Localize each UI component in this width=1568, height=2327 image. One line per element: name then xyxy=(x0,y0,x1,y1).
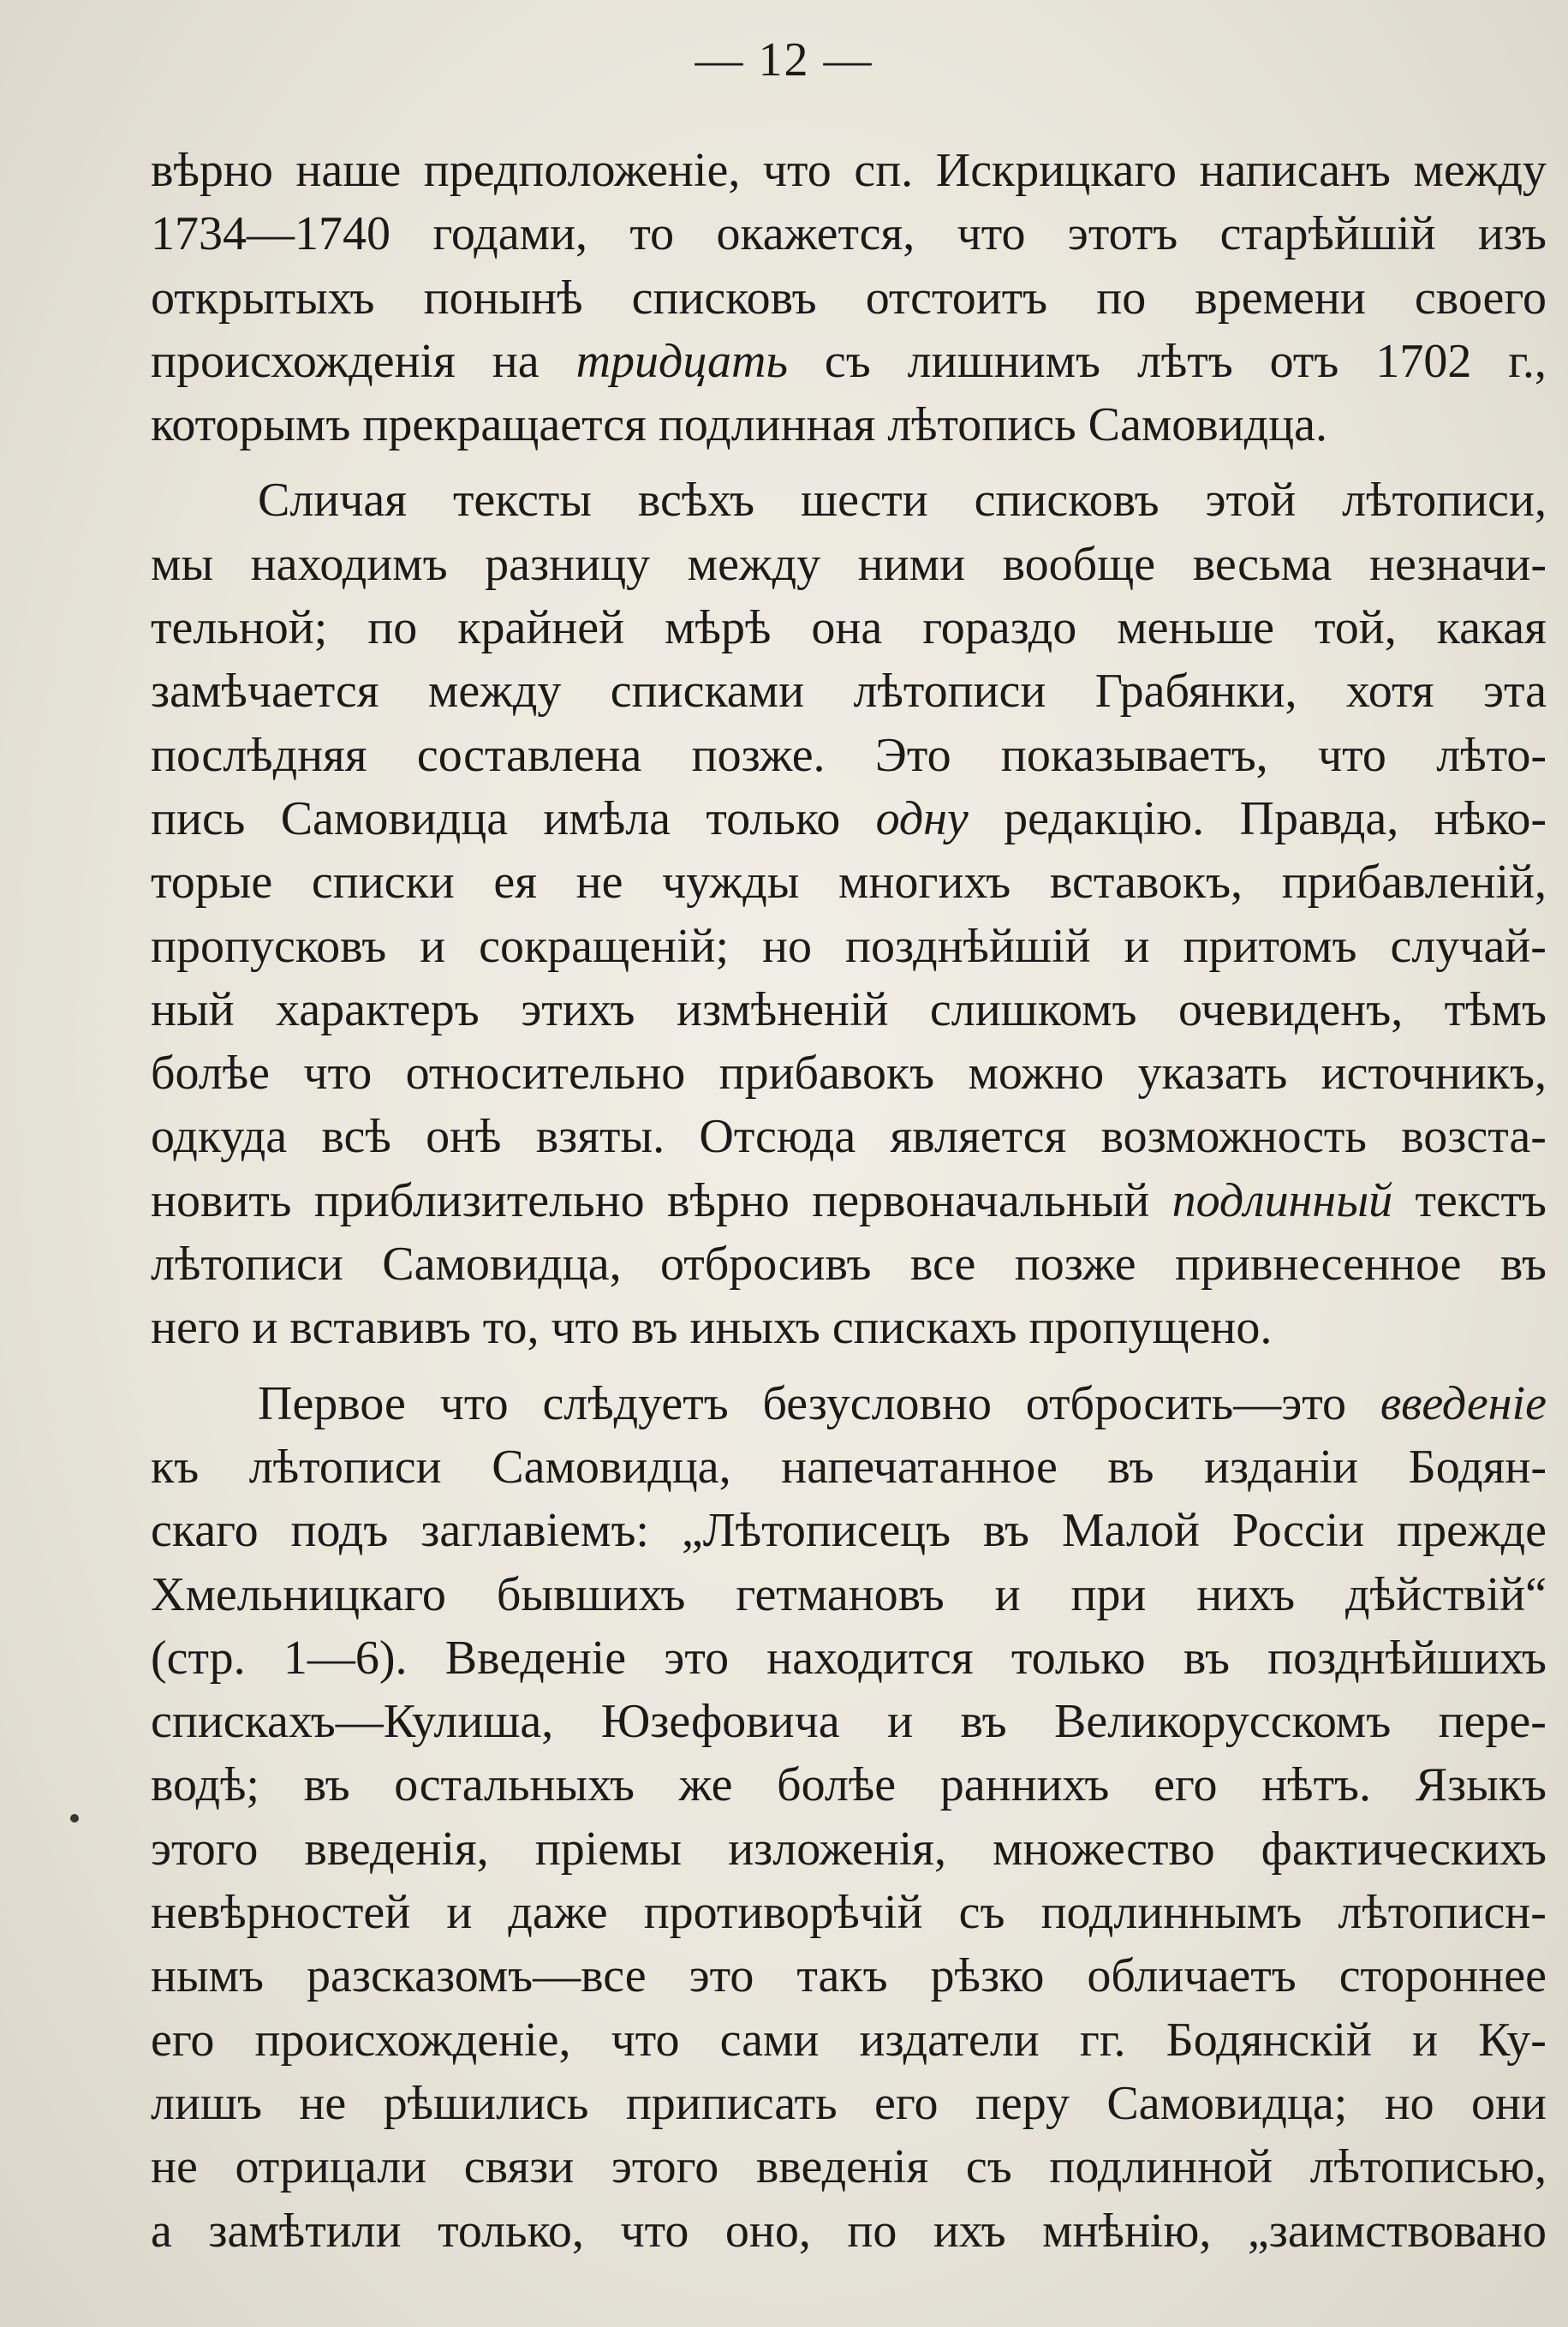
word: бывшихъ xyxy=(496,1567,686,1621)
word: между xyxy=(427,665,562,719)
word: измѣненій xyxy=(676,982,889,1036)
word: окажется, xyxy=(716,207,915,261)
word: и xyxy=(420,919,446,973)
word: Малой xyxy=(1061,1504,1200,1558)
word: подъ xyxy=(290,1504,389,1558)
word: 1734—1740 xyxy=(151,207,391,261)
word: иныхъ xyxy=(689,1301,820,1355)
word: послѣдняя xyxy=(151,728,367,782)
word: пере- xyxy=(1438,1695,1547,1749)
paragraph xyxy=(151,468,1547,1359)
word: весьма xyxy=(1192,537,1333,591)
word: имѣла xyxy=(543,791,671,845)
word: наше xyxy=(295,144,402,197)
word: множество xyxy=(992,1822,1215,1876)
word: введеніе xyxy=(1380,1376,1547,1430)
word: изъ xyxy=(1477,207,1547,261)
word: съ xyxy=(958,1886,1005,1940)
word: лишъ xyxy=(151,2076,262,2130)
word: „Лѣтописецъ xyxy=(681,1504,951,1558)
word: болѣе xyxy=(777,1758,897,1812)
word: разсказомъ—все xyxy=(306,1949,647,2003)
text-line xyxy=(151,850,1547,914)
word: нихъ xyxy=(1196,1567,1296,1621)
word: вѣрно xyxy=(151,144,273,197)
word: мы xyxy=(151,537,214,591)
word: одну xyxy=(875,791,969,845)
text-line xyxy=(151,1435,1547,1499)
word: одкуда xyxy=(151,1110,288,1164)
word: чужды xyxy=(662,856,800,910)
word: тельной; xyxy=(151,601,328,655)
word: тексты xyxy=(452,474,593,528)
word: то xyxy=(629,207,675,261)
word: лѣтописью, xyxy=(1309,2140,1547,2194)
word: онѣ xyxy=(426,1110,502,1164)
word: времени xyxy=(1195,271,1366,325)
word: не xyxy=(299,2076,347,2130)
text-line xyxy=(151,1881,1547,1944)
word: введенія, xyxy=(304,1822,489,1876)
word: Языкъ xyxy=(1415,1758,1547,1812)
word: ихъ xyxy=(933,2204,1006,2258)
word: а xyxy=(151,2204,172,2258)
text-line xyxy=(151,787,1547,850)
word: напечатанное xyxy=(781,1440,1058,1494)
word: противорѣчій xyxy=(643,1886,923,1940)
word: обличаетъ xyxy=(1087,1949,1297,2003)
word: болѣе xyxy=(151,1047,270,1101)
word: списки xyxy=(311,856,455,910)
word: замѣчается xyxy=(151,665,379,719)
word: Это xyxy=(874,728,951,782)
word: и xyxy=(994,1567,1021,1621)
word: перу xyxy=(975,2076,1070,2130)
word: можно xyxy=(968,1047,1105,1101)
word: подлинной xyxy=(1049,2140,1273,2194)
word: его xyxy=(1154,1758,1218,1812)
word: лѣтописн- xyxy=(1338,1886,1547,1940)
word: что xyxy=(1318,728,1386,782)
word: въ xyxy=(303,1758,350,1812)
word: но xyxy=(762,919,813,973)
word: на xyxy=(492,334,540,388)
word: разницу xyxy=(485,537,651,591)
word: списковъ xyxy=(631,271,817,325)
word: она xyxy=(811,601,883,655)
word: Бодянскій xyxy=(1166,2013,1372,2067)
word: Самовидца xyxy=(280,791,509,845)
word: возможность xyxy=(1100,1110,1367,1164)
word: Первое xyxy=(258,1376,406,1430)
word: фактическихъ xyxy=(1261,1822,1547,1876)
word: тридцать xyxy=(575,334,788,388)
word: оно, xyxy=(724,2204,811,2258)
word: что xyxy=(551,1301,620,1355)
word: крайней xyxy=(457,601,625,655)
word: приписать xyxy=(625,2076,838,2130)
word: пись xyxy=(151,791,246,845)
word: и xyxy=(252,1301,278,1355)
word: они xyxy=(1471,2076,1547,2130)
word: что xyxy=(439,1376,509,1430)
word: только, xyxy=(438,2204,584,2258)
word: позднѣйшихъ xyxy=(1267,1631,1547,1685)
text-line xyxy=(151,2135,1547,2199)
word: хотя xyxy=(1345,665,1434,719)
word: не xyxy=(151,2140,198,2194)
text-line xyxy=(151,596,1547,659)
word: Самовидца, xyxy=(492,1440,731,1494)
word: ный xyxy=(151,982,235,1036)
word: лѣтописи, xyxy=(1342,474,1547,528)
word: вставокъ, xyxy=(1049,856,1243,910)
word: позже xyxy=(1014,1238,1136,1292)
word: лѣтописи xyxy=(248,1440,442,1494)
word: вѣрно xyxy=(667,1173,790,1227)
word: это xyxy=(689,1949,754,2003)
word: и xyxy=(887,1695,914,1749)
word: нымъ xyxy=(151,1949,264,2003)
word: очевиденъ, xyxy=(1177,982,1404,1036)
word: лѣтъ xyxy=(1136,334,1233,388)
word: составлена xyxy=(416,728,642,782)
word: Великорусскомъ xyxy=(1054,1695,1392,1749)
word: его xyxy=(874,2076,939,2130)
word: списковъ xyxy=(974,474,1160,528)
word: изложенія, xyxy=(728,1822,946,1876)
word: своего xyxy=(1414,271,1547,325)
word: съ xyxy=(824,334,871,388)
word: Россіи xyxy=(1231,1504,1365,1558)
word: въ xyxy=(1107,1440,1154,1494)
word: какая xyxy=(1436,601,1547,655)
word: и xyxy=(1412,2013,1439,2067)
text-line xyxy=(151,393,1547,456)
word: редакцію. xyxy=(1004,791,1205,845)
word: Юзефовича xyxy=(600,1695,840,1749)
paragraph xyxy=(151,139,1547,456)
word: что xyxy=(620,2204,689,2258)
word: позднѣйшій xyxy=(845,919,1091,973)
word: слѣдуетъ xyxy=(542,1376,729,1430)
word: сокращеній; xyxy=(479,919,730,973)
word: невѣрностей xyxy=(151,1886,411,1940)
word: происхожденія xyxy=(151,334,456,388)
word: пропущено. xyxy=(1028,1301,1273,1355)
word: и xyxy=(1124,919,1150,973)
word: взяты. xyxy=(535,1110,665,1164)
word: тѣмъ xyxy=(1444,982,1547,1036)
word: прежде xyxy=(1397,1504,1547,1558)
word: этого xyxy=(611,2140,719,2194)
ink-speck xyxy=(70,1814,79,1823)
word: съ xyxy=(965,2140,1012,2194)
word: отбросивъ xyxy=(660,1238,872,1292)
word: прекращается xyxy=(362,398,647,452)
word: отбросить—это xyxy=(1025,1376,1346,1430)
word: лѣто- xyxy=(1436,728,1547,782)
text-line xyxy=(151,202,1547,266)
word: Бодян- xyxy=(1408,1440,1547,1494)
text-line xyxy=(151,330,1547,393)
word: гетмановъ xyxy=(736,1567,945,1621)
word: открытыхъ xyxy=(151,271,375,325)
word: остальныхъ xyxy=(394,1758,635,1812)
text-line xyxy=(151,1105,1547,1168)
text-line xyxy=(151,533,1547,596)
word: 1702 xyxy=(1375,334,1472,388)
text-line xyxy=(151,1626,1547,1690)
word: мѣрѣ xyxy=(665,601,772,655)
word: слишкомъ xyxy=(929,982,1137,1036)
word: въ xyxy=(960,1695,1007,1749)
text-line xyxy=(151,1563,1547,1626)
word: только xyxy=(1011,1631,1146,1685)
word: шести xyxy=(801,474,928,528)
word: скаго xyxy=(151,1504,259,1558)
word: по xyxy=(367,601,418,655)
word: такъ xyxy=(796,1949,888,2003)
text-line xyxy=(151,468,1547,532)
word: гораздо xyxy=(922,601,1077,655)
word: издатели xyxy=(859,2013,1040,2067)
word: торые xyxy=(151,856,273,910)
word: г., xyxy=(1508,334,1547,388)
word: понынѣ xyxy=(423,271,583,325)
word: въ xyxy=(1183,1631,1230,1685)
text-line xyxy=(151,2072,1547,2135)
text-line xyxy=(151,139,1547,202)
word: подлинный xyxy=(1172,1173,1393,1227)
word: нѣтъ. xyxy=(1261,1758,1372,1812)
word: этой xyxy=(1205,474,1297,528)
word: стороннее xyxy=(1338,1949,1547,2003)
word: позже. xyxy=(691,728,826,782)
word: этого xyxy=(151,1822,259,1876)
word: той, xyxy=(1315,601,1397,655)
word: всѣ xyxy=(321,1110,391,1164)
word: находится xyxy=(766,1631,974,1685)
word: же xyxy=(678,1758,733,1812)
word: при xyxy=(1070,1567,1147,1621)
word: но xyxy=(1384,2076,1434,2130)
word: гг. xyxy=(1079,2013,1126,2067)
word: Хмельницкаго xyxy=(151,1567,446,1621)
word: въ xyxy=(631,1301,678,1355)
word: предположеніе, xyxy=(423,144,741,197)
body-text xyxy=(151,139,1547,2263)
word: Введеніе xyxy=(444,1631,627,1685)
word: въ xyxy=(1499,1238,1547,1292)
word: отъ xyxy=(1269,334,1339,388)
word: эта xyxy=(1482,665,1547,719)
word: него xyxy=(151,1301,241,1355)
word: прибавленій, xyxy=(1281,856,1547,910)
text-line xyxy=(151,1753,1547,1817)
word: по xyxy=(847,2204,897,2258)
word: подлиннымъ xyxy=(1040,1886,1303,1940)
word: возста- xyxy=(1401,1110,1547,1164)
word: что xyxy=(762,144,832,197)
word: пропусковъ xyxy=(151,919,387,973)
word: характеръ xyxy=(276,982,480,1036)
word: замѣтили xyxy=(208,2204,402,2258)
word: сп. xyxy=(854,144,914,197)
word: подлинная xyxy=(658,398,876,452)
word: является xyxy=(890,1110,1067,1164)
word: лѣтописи xyxy=(151,1238,343,1292)
word: даже xyxy=(508,1886,608,1940)
word: Самовидца; xyxy=(1106,2076,1348,2130)
word: спискахъ xyxy=(832,1301,1017,1355)
word: (стр. xyxy=(151,1631,246,1685)
word: между xyxy=(1413,144,1547,197)
word: сами xyxy=(719,2013,820,2067)
word: рѣзко xyxy=(930,1949,1045,2003)
word: Сличая xyxy=(258,474,408,528)
word: „заимствовано xyxy=(1247,2204,1547,2258)
word: рѣшились xyxy=(383,2076,589,2130)
word: его xyxy=(151,2013,215,2067)
word: что xyxy=(611,2013,680,2067)
text-line xyxy=(151,1944,1547,2008)
word: изданіи xyxy=(1204,1440,1358,1494)
word: заглавіемъ: xyxy=(420,1504,649,1558)
text-line xyxy=(151,1169,1547,1232)
word: не xyxy=(575,856,623,910)
word: къ xyxy=(151,1440,200,1494)
word: всѣхъ xyxy=(637,474,755,528)
word: Ку- xyxy=(1478,2013,1547,2067)
text-line xyxy=(151,1817,1547,1881)
word: въ xyxy=(982,1504,1029,1558)
word: пріемы xyxy=(534,1822,683,1876)
word: Самовидца, xyxy=(382,1238,622,1292)
word: годами, xyxy=(432,207,588,261)
word: ними xyxy=(857,537,966,591)
text-line xyxy=(151,659,1547,723)
text-line xyxy=(151,1232,1547,1296)
word: привнесенное xyxy=(1175,1238,1462,1292)
word: случай- xyxy=(1390,919,1547,973)
word: первоначальный xyxy=(812,1173,1150,1227)
word: притомъ xyxy=(1183,919,1357,973)
word: меньше xyxy=(1117,601,1274,655)
word: дѣйствій“ xyxy=(1344,1567,1547,1621)
word: старѣйшій xyxy=(1219,207,1436,261)
word: все xyxy=(909,1238,976,1292)
text-line xyxy=(151,2199,1547,2263)
word: лишнимъ xyxy=(907,334,1101,388)
word: то, xyxy=(482,1301,540,1355)
word: ея xyxy=(493,856,537,910)
text-line xyxy=(151,724,1547,787)
word: прибавокъ xyxy=(718,1047,935,1101)
word: этихъ xyxy=(521,982,635,1036)
word: приблизительно xyxy=(313,1173,645,1227)
word: многихъ xyxy=(838,856,1011,910)
word: лѣтопись xyxy=(887,398,1076,452)
text-line xyxy=(151,1041,1547,1105)
word: вставивъ xyxy=(289,1301,471,1355)
word: нѣко- xyxy=(1434,791,1547,845)
word: списками xyxy=(610,665,805,719)
text-line xyxy=(151,978,1547,1041)
word: указать xyxy=(1137,1047,1288,1101)
word: Самовидца. xyxy=(1088,398,1327,452)
word: раннихъ xyxy=(939,1758,1110,1812)
word: связи xyxy=(463,2140,575,2194)
word: безусловно xyxy=(762,1376,992,1430)
word: лѣтописи xyxy=(853,665,1046,719)
text-line xyxy=(151,2008,1547,2072)
word: спискахъ—Кулиша, xyxy=(151,1695,554,1749)
word: это xyxy=(664,1631,730,1685)
word: 1—6). xyxy=(283,1631,408,1685)
word: Грабянки, xyxy=(1094,665,1297,719)
word: которымъ xyxy=(151,398,351,452)
word: введенія xyxy=(755,2140,929,2194)
text-line xyxy=(151,1690,1547,1753)
word: отстоитъ xyxy=(865,271,1048,325)
text-line xyxy=(151,1296,1547,1359)
word: только xyxy=(706,791,841,845)
text-line xyxy=(151,266,1547,330)
word: этотъ xyxy=(1067,207,1178,261)
word: водѣ; xyxy=(151,1758,259,1812)
word: отрицали xyxy=(235,2140,427,2194)
word: относительно xyxy=(405,1047,686,1101)
text-line xyxy=(151,1372,1547,1435)
paragraph xyxy=(151,1372,1547,2263)
word: показываетъ, xyxy=(1000,728,1268,782)
text-line xyxy=(151,1499,1547,1562)
page-number: — 12 — xyxy=(695,33,873,87)
word: Правда, xyxy=(1239,791,1399,845)
word: вообще xyxy=(1002,537,1156,591)
word: находимъ xyxy=(250,537,448,591)
word: Искрицкаго xyxy=(935,144,1177,197)
word: новить xyxy=(151,1173,292,1227)
word: происхожденіе, xyxy=(254,2013,571,2067)
word: незначи- xyxy=(1368,537,1547,591)
word: источникъ, xyxy=(1321,1047,1547,1101)
word: мнѣнію, xyxy=(1042,2204,1212,2258)
word: и xyxy=(446,1886,473,1940)
word: что xyxy=(957,207,1026,261)
word: текстъ xyxy=(1415,1173,1547,1227)
text-line xyxy=(151,915,1547,978)
word: по xyxy=(1096,271,1147,325)
word: между xyxy=(687,537,821,591)
word: Отсюда xyxy=(699,1110,856,1164)
word: написанъ xyxy=(1199,144,1391,197)
word: что xyxy=(303,1047,373,1101)
